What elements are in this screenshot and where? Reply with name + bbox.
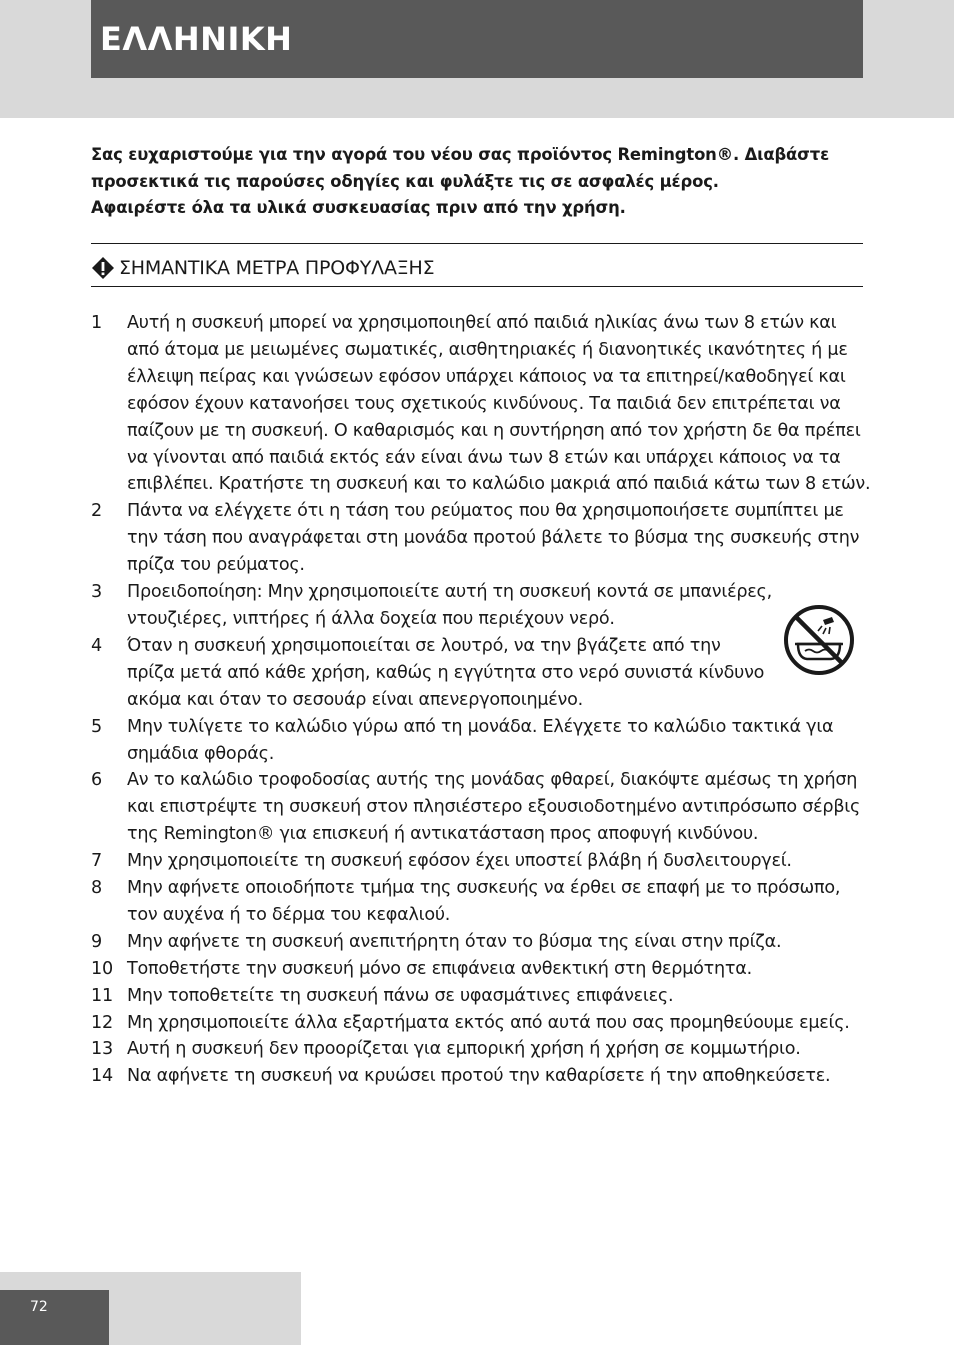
item-text: Αυτή η συσκευή δεν προορίζεται για εμπορική χρήση ή χρήση σε κομμωτήριο. <box>127 1039 801 1060</box>
item-number: 1 <box>91 313 102 333</box>
page-title: ΕΛΛΗΝΙΚΗ <box>100 20 293 58</box>
item-text: Μη χρησιμοποιείτε άλλα εξαρτήματα εκτός από αυτά που σας προμηθεύουμε εμείς. <box>127 1012 850 1033</box>
intro-paragraph <box>91 142 866 222</box>
item-number: 10 <box>91 958 113 979</box>
item-number: 9 <box>91 931 102 952</box>
page-number: 72 <box>30 1299 48 1315</box>
list-item <box>91 983 871 1010</box>
item-text: Αυτή η συσκευή μπορεί να χρησιμοποιηθεί από παιδιά ηλικίας άνω των 8 ετών και από άτομα με μειωμένες σωματικές, αισθητηριακές ή διανοητικές ικανότητες ή με έλλειψη πείρας και γνώσεων εφόσον υπάρχει κάποιος να τα επιτηρεί/καθοδηγεί και εφόσον έχουν κατανοήσει τους σχετικούς κινδύνους. Τα παιδιά δεν επιτρέπεται να παίζουν με τη συσκευή. Ο καθαρισμός και η συντήρηση από τον χρήστη δε θα πρέπει να γίνονται από παιδιά εκτός εάν είναι άνω των 8 ετών και υπάρχει κάποιος να τα επιβλέπει. Κρατήστε τη συσκευή και το καλώδιο μακριά από παιδιά κάτω των 8 ετών. <box>127 313 871 495</box>
item-text: Να αφήνετε τη συσκευή να κρυώσει προτού την καθαρίσετε ή την αποθηκεύσετε. <box>127 1066 831 1087</box>
item-number: 5 <box>91 716 102 737</box>
item-text: Μην χρησιμοποιείτε τη συσκευή εφόσον έχει υποστεί βλάβη ή δυσλειτουργεί. <box>127 851 792 872</box>
list-item <box>91 1036 871 1063</box>
section-heading <box>91 255 434 281</box>
precautions-list <box>91 310 871 1090</box>
list-item <box>91 848 871 875</box>
list-item <box>91 875 871 929</box>
intro-line: Σας ευχαριστούμε για την αγορά του νέου σας προϊόντος Remington®. Διαβάστε <box>91 145 830 164</box>
section-title: ΣΗΜΑΝΤΙΚΑ ΜΕΤΡΑ ΠΡΟΦΥΛΑΞΗΣ <box>119 257 435 279</box>
item-number: 12 <box>91 1012 113 1033</box>
item-number: 8 <box>91 878 102 899</box>
item-text: Όταν η συσκευή χρησιμοποιείται σε λουτρό, να την βγάζετε από την πρίζα μετά από κάθε χρήση, καθώς η εγγύτητα στο νερό συνιστά κίνδυνο ακόμα και όταν το σεσουάρ είναι απενεργοποιημένο. <box>127 635 765 710</box>
section-bottom-rule <box>91 286 863 287</box>
list-item <box>91 929 871 956</box>
list-item <box>91 1010 871 1037</box>
no-water-bath-icon <box>783 604 855 676</box>
item-number: 13 <box>91 1039 113 1060</box>
warning-diamond-icon <box>91 256 115 280</box>
item-text: Μην τυλίγετε το καλώδιο γύρω από τη μονάδα. Ελέγχετε το καλώδιο τακτικά για σημάδια φθοράς. <box>127 716 834 764</box>
list-item <box>91 714 871 768</box>
list-item <box>91 767 871 848</box>
item-number: 11 <box>91 985 113 1006</box>
item-text: Μην τοποθετείτε τη συσκευή πάνω σε υφασμάτινες επιφάνειες. <box>127 985 674 1006</box>
item-number: 4 <box>91 635 102 656</box>
section-top-rule <box>91 243 863 244</box>
item-text: Μην αφήνετε οποιοδήποτε τμήμα της συσκευής να έρθει σε επαφή με το πρόσωπο, τον αυχένα ή το δέρμα του κεφαλιού. <box>127 878 841 925</box>
item-text: Τοποθετήστε την συσκευή μόνο σε επιφάνεια ανθεκτική στη θερμότητα. <box>127 958 752 979</box>
list-item <box>91 498 871 579</box>
item-text: Αν το καλώδιο τροφοδοσίας αυτής της μονάδας φθαρεί, διακόψτε αμέσως τη χρήση και επιστρέψτε τη συσκευή στον πλησιέστερο εξουσιοδοτημένο αντιπρόσωπο σέρβις της Remington® για επισκευή ή αντικατάσταση προς αποφυγή κινδύνου. <box>127 770 861 845</box>
page-number-box <box>0 1290 109 1345</box>
item-text: Μην αφήνετε τη συσκευή ανεπιτήρητη όταν το βύσμα της είναι στην πρίζα. <box>127 931 782 952</box>
item-number: 3 <box>91 582 102 603</box>
list-item <box>91 956 871 983</box>
item-text: Προειδοποίηση: Μην χρησιμοποιείτε αυτή τη συσκευή κοντά σε μπανιέρες, ντουζιέρες, νιπτήρες ή άλλα δοχεία που περιέχουν νερό. <box>127 582 772 629</box>
item-number: 14 <box>91 1066 113 1087</box>
intro-line: προσεκτικά τις παρούσες οδηγίες και φυλάξτε τις σε ασφαλές μέρος. <box>91 171 719 191</box>
item-number: 6 <box>91 770 102 791</box>
list-item <box>91 1063 871 1090</box>
list-item <box>91 633 871 714</box>
list-item <box>91 579 871 633</box>
item-number: 7 <box>91 851 102 872</box>
item-number: 2 <box>91 501 102 522</box>
list-item <box>91 310 871 498</box>
item-text: Πάντα να ελέγχετε ότι η τάση του ρεύματος που θα χρησιμοποιήσετε συμπίπτει με την τάση που αναγράφεται στη μονάδα προτού βάλετε το βύσμα της συσκευής στην πρίζα του ρεύματος. <box>127 501 860 576</box>
language-title-bar <box>91 0 863 78</box>
intro-line: Αφαιρέστε όλα τα υλικά συσκευασίας πριν από την χρήση. <box>91 198 626 217</box>
